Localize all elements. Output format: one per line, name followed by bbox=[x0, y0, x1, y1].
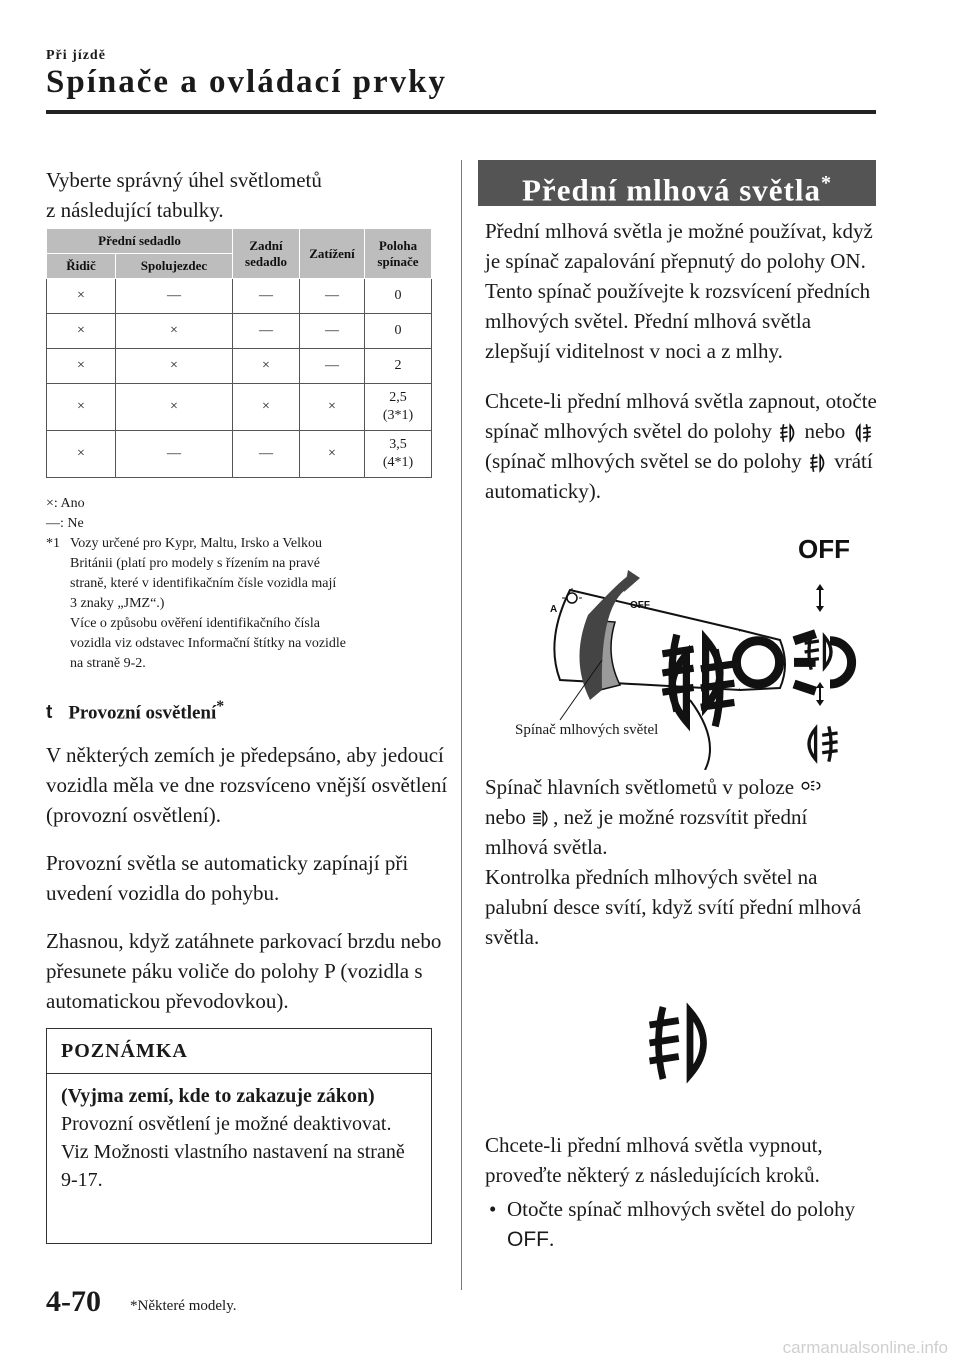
page-number: 4-70 bbox=[46, 1285, 101, 1318]
th-switch-position: Poloha spínače bbox=[365, 229, 432, 279]
off-label: OFF bbox=[798, 534, 850, 564]
headlight-angle-table bbox=[46, 228, 432, 478]
table-row: × — — — 0 bbox=[47, 279, 432, 314]
th-load: Zatížení bbox=[300, 229, 365, 279]
headlight-icon bbox=[531, 808, 553, 830]
legend-no: —: Ne bbox=[46, 516, 84, 531]
note-box bbox=[46, 1028, 432, 1244]
paragraph: Chcete-li přední mlhová světla zapnout, otočte spínač mlhových světel do polohy nebo (spínač mlhových světel se do polohy vrátí automaticky). bbox=[485, 389, 877, 503]
note-title: POZNÁMKA bbox=[47, 1029, 431, 1074]
front-fog-indicator-icon bbox=[636, 998, 726, 1088]
fog-lights-title: Přední mlhová světla* bbox=[478, 160, 876, 206]
intro-line: Vyberte správný úhel světlometů bbox=[46, 168, 322, 192]
note-body: (Vyjma zemí, kde to zakazuje zákon) Provozní osvětlení je možné deaktivovat. Viz Možnosti vlastního nastavení na straně 9-17. bbox=[61, 1085, 405, 1191]
header-rule bbox=[46, 110, 876, 114]
section-label: Při jízdě bbox=[46, 48, 106, 63]
paragraph: Tento spínač používejte k rozsvícení předních mlhových světel. Přední mlhová světla zlepšují viditelnost v noci a z mlhy. bbox=[485, 279, 871, 363]
chapter-title: Spínače a ovládací prvky bbox=[46, 64, 447, 100]
paragraph: Chcete-li přední mlhová světla vypnout, proveďte některý z následujících kroků. bbox=[485, 1133, 823, 1187]
table-row: × × × × 2,5 (3*1) bbox=[47, 384, 432, 431]
rear-fog-icon bbox=[851, 422, 873, 444]
lever-off-label: OFF bbox=[630, 600, 650, 611]
legend-yes: ×: Ano bbox=[46, 496, 85, 511]
table-legend bbox=[46, 494, 446, 674]
footer-note: *Některé modely. bbox=[130, 1298, 237, 1314]
th-front-seat: Přední sedadlo bbox=[47, 229, 233, 254]
drl-heading: t Provozní osvětlení* bbox=[46, 698, 225, 724]
figure-caption: Spínač mlhových světel bbox=[515, 722, 659, 738]
intro-line: z následující tabulky. bbox=[46, 198, 224, 222]
arrow-updown-icon bbox=[816, 682, 824, 706]
th-rear-seat: Zadní sedadlo bbox=[233, 229, 300, 279]
paragraph: V některých zemích je předepsáno, aby jedoucí vozidla měla ve dne rozsvíceno vnější osvětlení (provozní osvětlení). bbox=[46, 743, 448, 827]
front-fog-icon bbox=[807, 452, 829, 474]
paragraph: Přední mlhová světla je možné používat, když je spínač zapalování přepnutý do polohy ON. bbox=[485, 219, 873, 273]
paragraph: Spínač hlavních světlometů v poloze nebo , než je možné rozsvítit přední mlhová světla. bbox=[485, 772, 865, 862]
table-row: × × — — 0 bbox=[47, 314, 432, 349]
paragraph: Kontrolka předních mlhových světel na palubní desce svítí, když svítí přední mlhová světla. bbox=[485, 865, 862, 949]
paragraph: Zhasnou, když zatáhnete parkovací brzdu nebo přesunete páku voliče do polohy P (vozidla s automatickou převodovkou). bbox=[46, 929, 442, 1013]
front-fog-icon bbox=[777, 422, 799, 444]
arrow-updown-icon bbox=[816, 584, 824, 612]
list-item: • Otočte spínač mlhových světel do polohy OFF. bbox=[489, 1197, 856, 1251]
intro-text bbox=[46, 165, 446, 225]
table-row: × × × — 2 bbox=[47, 349, 432, 384]
footnote-1: *1 Vozy určené pro Kypr, Maltu, Irsko a Velkou Británii (platí pro modely s řízením na pravé straně, které v identifikačním čísle vozidla mají 3 znaky „JMZ“.) Více o způsobu ověření identifikačního čísla vozidla viz odstavec Informační štítky na vozidle na straně 9-2. bbox=[46, 536, 347, 671]
watermark: carmanualsonline.info bbox=[782, 1338, 948, 1357]
front-fog-position-icon bbox=[805, 634, 831, 669]
th-passenger: Spolujezdec bbox=[116, 254, 233, 279]
table-row: × — — × 3,5 (4*1) bbox=[47, 431, 432, 478]
column-divider bbox=[461, 160, 462, 1290]
rear-fog-position-icon bbox=[809, 726, 838, 761]
fog-body bbox=[485, 216, 880, 526]
side-lights-icon bbox=[799, 778, 823, 800]
th-driver: Řidič bbox=[47, 254, 116, 279]
lever-auto-label: A bbox=[550, 604, 558, 615]
fog-body-3 bbox=[485, 1130, 875, 1255]
paragraph: Provozní světla se automaticky zapínají při uvedení vozidla do pohybu. bbox=[46, 851, 409, 905]
drl-body bbox=[46, 740, 454, 1034]
fog-body-2 bbox=[485, 772, 865, 952]
